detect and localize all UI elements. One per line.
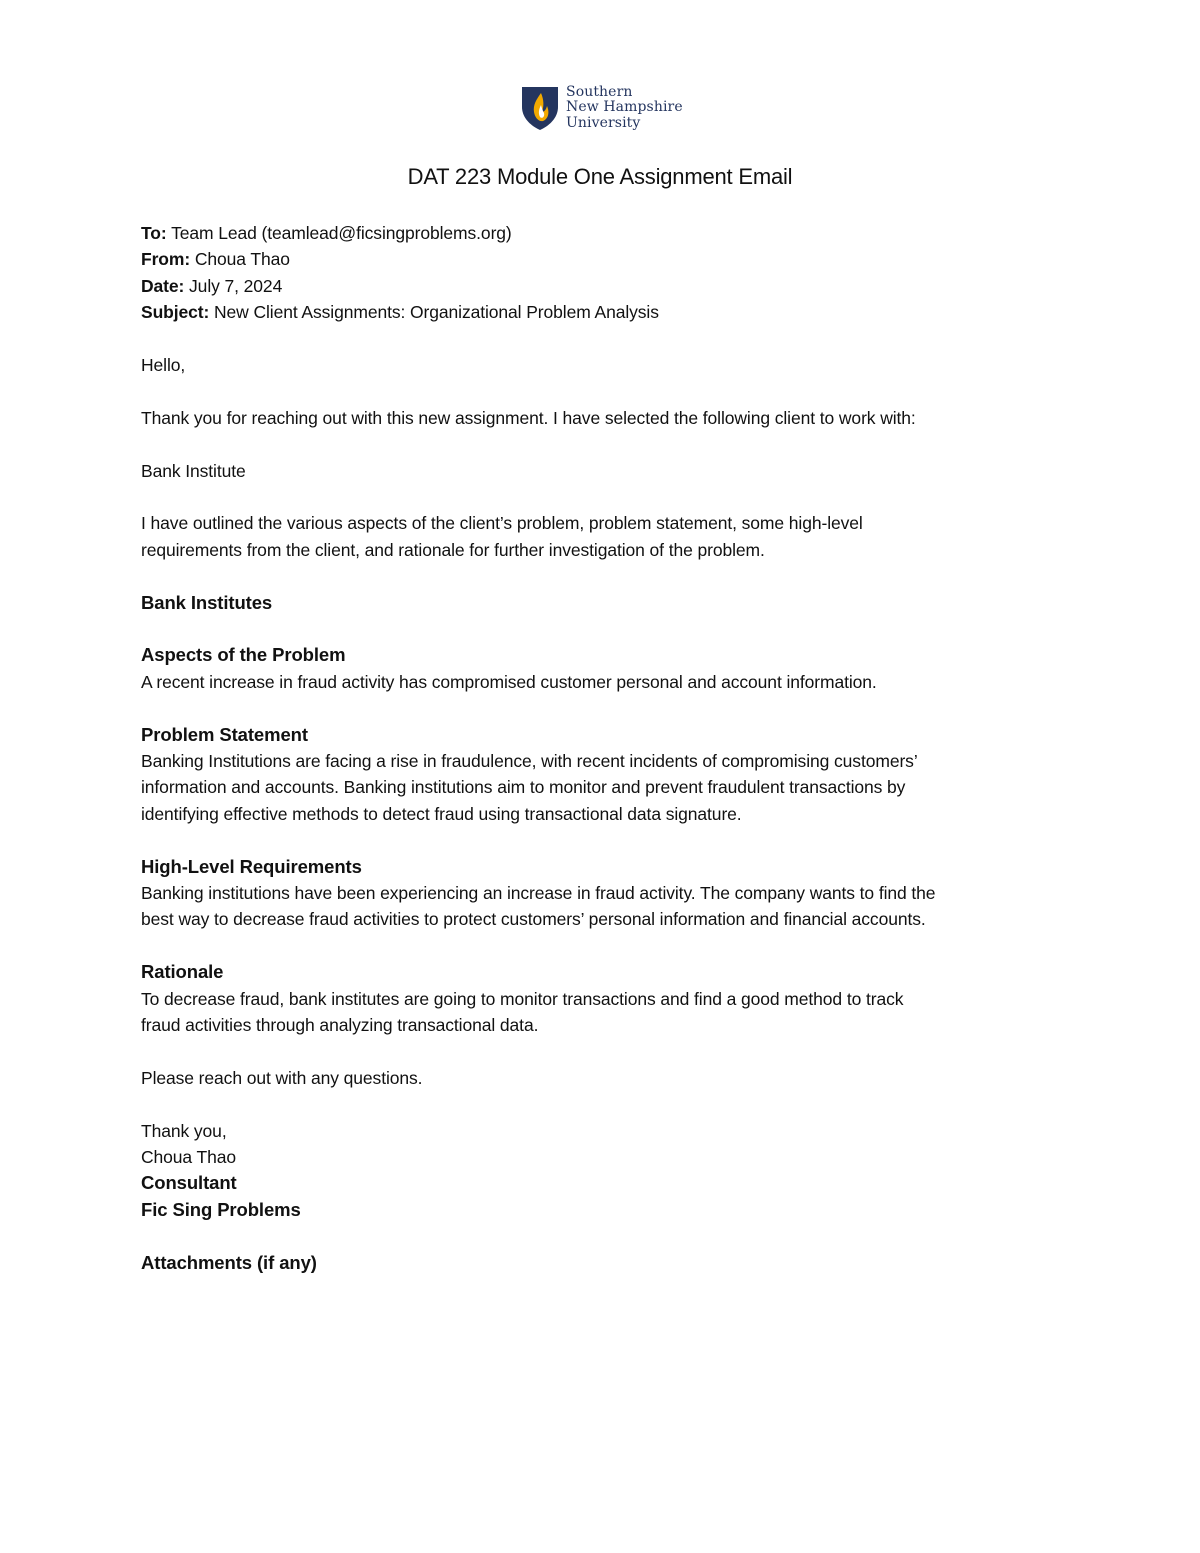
subject-value: New Client Assignments: Organizational Problem Analysis <box>214 302 659 323</box>
rationale-heading: Rationale <box>141 961 224 983</box>
statement-line-1: Banking Institutions are facing a rise in fraudulence, with recent incidents of compromising customers’ <box>141 751 918 772</box>
signature-role: Consultant <box>141 1172 237 1194</box>
logo-line-1: Southern <box>566 83 633 100</box>
requirements-line-2: best way to decrease fraud activities to protect customers’ personal information and financial accounts. <box>141 909 926 930</box>
email-body <box>141 220 1081 1276</box>
university-name <box>566 85 683 132</box>
date-value: July 7, 2024 <box>189 275 283 296</box>
signature-name: Choua Thao <box>141 1147 237 1168</box>
aspects-heading: Aspects of the Problem <box>141 644 346 666</box>
rationale-line-2: fraud activities through analyzing transactional data. <box>141 1015 539 1036</box>
snhu-logo <box>520 84 690 132</box>
attachments-label: Attachments (if any) <box>141 1251 317 1273</box>
outline-line-2: requirements from the client, and rationale for further investigation of the problem. <box>141 539 765 560</box>
snhu-shield-icon <box>520 85 560 131</box>
statement-line-3: identifying effective methods to detect fraud using transactional data signature. <box>141 803 742 824</box>
from-line <box>141 246 1081 272</box>
date-line <box>141 273 1081 299</box>
document-title: DAT 223 Module One Assignment Email <box>407 164 793 189</box>
logo-line-3: University <box>566 114 641 131</box>
requirements-line-1: Banking institutions have been experiencing an increase in fraud activity. The company wants to find the <box>141 883 936 904</box>
subject-label: Subject: <box>141 302 210 323</box>
rationale-line-1: To decrease fraud, bank institutes are going to monitor transactions and find a good method to track <box>141 988 904 1009</box>
statement-line-2: information and accounts. Banking institutions aim to monitor and prevent fraudulent transactions by <box>141 777 906 798</box>
date-label: Date: <box>141 275 185 296</box>
closing-request: Please reach out with any questions. <box>141 1067 423 1088</box>
to-line <box>141 220 1081 246</box>
greeting: Hello, <box>141 355 186 376</box>
section-title: Bank Institutes <box>141 591 273 613</box>
from-value: Choua Thao <box>194 249 290 270</box>
to-label: To: <box>141 223 167 243</box>
subject-line <box>141 299 1081 325</box>
signoff: Thank you, <box>141 1120 227 1141</box>
selected-client: Bank Institute <box>141 460 246 481</box>
outline-line-1: I have outlined the various aspects of the client’s problem, problem statement, some high-level <box>141 513 863 534</box>
logo-line-2: New Hampshire <box>566 99 683 116</box>
from-label: From: <box>141 249 191 270</box>
intro-paragraph: Thank you for reaching out with this new assignment. I have selected the following client to work with: <box>141 407 916 428</box>
requirements-heading: High-Level Requirements <box>141 855 362 877</box>
signature-company: Fic Sing Problems <box>141 1198 301 1220</box>
statement-heading: Problem Statement <box>141 723 308 745</box>
aspects-text: A recent increase in fraud activity has compromised customer personal and account information. <box>141 671 877 692</box>
to-value: Team Lead (teamlead@ficsingproblems.org) <box>171 223 512 243</box>
